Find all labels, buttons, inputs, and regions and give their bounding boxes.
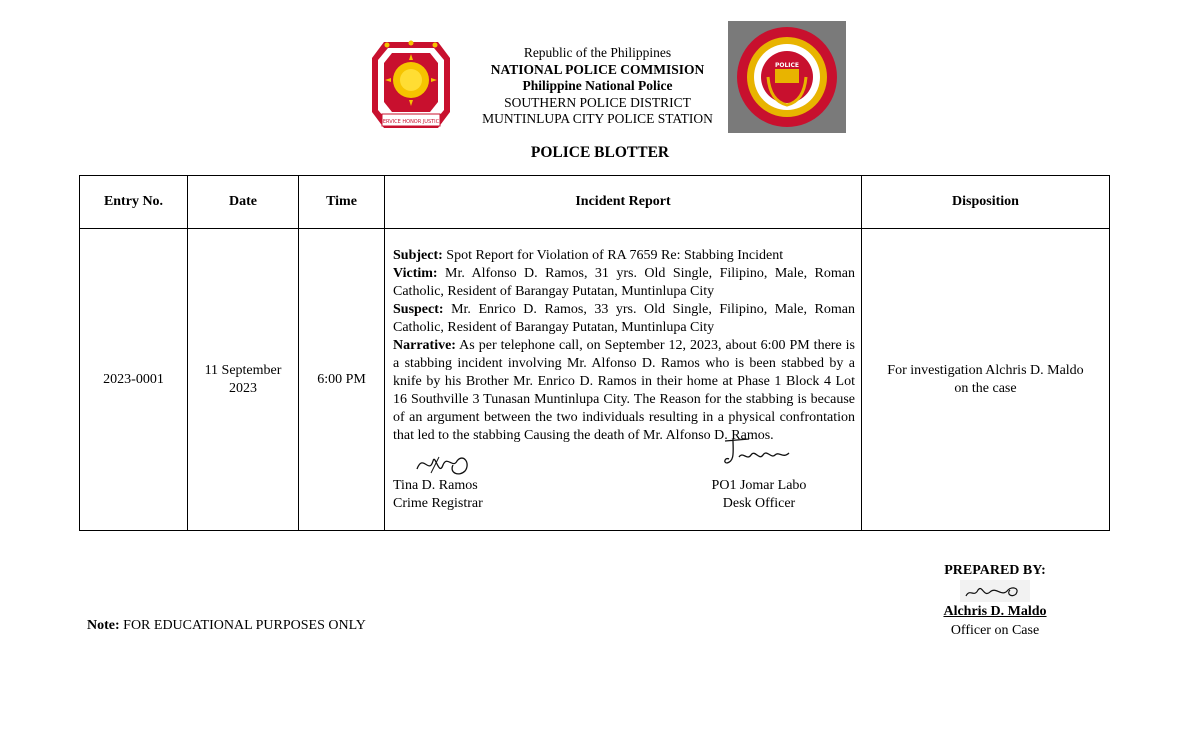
date-line-2: 2023	[229, 380, 257, 396]
col-header-time: Time	[299, 176, 385, 229]
header-napolcom: NATIONAL POLICE COMMISION	[490, 61, 705, 77]
signature-jomar-labo-icon	[719, 433, 799, 473]
blotter-table	[79, 175, 1110, 531]
subject-line	[393, 247, 855, 265]
document-header	[470, 45, 725, 128]
header-station: MUNTINLUPA CITY POLICE STATION	[482, 111, 713, 126]
cell-entry-no: 2023-0001	[80, 229, 188, 531]
signatory2-title: Desk Officer	[722, 496, 796, 511]
victim-line	[393, 265, 855, 301]
col-header-entry-no: Entry No.	[80, 176, 188, 229]
footer-note	[87, 618, 366, 634]
signature-tina-ramos-icon	[413, 447, 483, 481]
muntinlupa-police-station-seal-icon	[728, 21, 846, 133]
signatory2-name: PO1 Jomar Labo	[711, 478, 807, 493]
narrative-label: Narrative:	[393, 338, 456, 353]
note-label: Note:	[87, 618, 120, 633]
disposition-line-2: on the case	[954, 380, 1017, 396]
prepared-by-name: Alchris D. Maldo	[943, 604, 1047, 619]
page-title: POLICE BLOTTER	[530, 144, 670, 161]
victim-text: Mr. Alfonso D. Ramos, 31 yrs. Old Single, Filipino, Male, Roman Catholic, Resident of Barangay Putatan, Muntinlupa City	[393, 266, 855, 299]
table-header-row	[80, 176, 1110, 229]
pnp-seal-icon	[372, 40, 450, 130]
col-header-disposition: Disposition	[862, 176, 1110, 229]
cell-incident-report	[385, 229, 862, 531]
prepared-by-label: PREPARED BY:	[944, 563, 1046, 578]
header-republic: Republic of the Philippines	[523, 45, 672, 60]
col-header-incident-report: Incident Report	[385, 176, 862, 229]
narrative-line	[393, 337, 855, 445]
cell-disposition	[862, 229, 1110, 531]
note-text: FOR EDUCATIONAL PURPOSES ONLY	[119, 618, 366, 633]
victim-label: Victim:	[393, 266, 438, 281]
cell-time: 6:00 PM	[299, 229, 385, 531]
suspect-text: Mr. Enrico D. Ramos, 33 yrs. Old Single, Filipino, Male, Roman Catholic, Resident of Barangay Putatan, Muntinlupa City	[393, 302, 855, 335]
station-logo-center-text: POLICE	[774, 62, 800, 69]
signatory-desk-officer	[699, 453, 819, 513]
signatures-row	[393, 453, 855, 513]
narrative-text: As per telephone call, on September 12, 2023, about 6:00 PM there is a stabbing incident involving Mr. Alfonso D. Ramos who is been stabbed by a knife by his Brother Mr. Enrico D. Ramos in their home at Phase 1 Block 4 Lot 16 Southville 3 Tunasan Muntinlupa City. The Reason for the stabbing is because of an argument between the two individuals resulting in a physical confrontation that led to the stabbing Causing the death of Mr. Alfonso D. Ramos.	[393, 338, 855, 443]
table-row	[80, 229, 1110, 531]
disposition-line-1: For investigation Alchris D. Maldo	[887, 362, 1084, 378]
signatory-crime-registrar	[393, 453, 483, 513]
subject-label: Subject:	[393, 248, 443, 263]
date-line-1: 11 September	[204, 362, 282, 378]
prepared-by-block	[930, 561, 1060, 640]
pnp-logo-motto: SERVICE HONOR JUSTICE	[379, 119, 443, 125]
suspect-line	[393, 301, 855, 337]
header-pnp: Philippine National Police	[522, 78, 673, 93]
cell-date	[188, 229, 299, 531]
col-header-date: Date	[188, 176, 299, 229]
signatory1-name: Tina D. Ramos	[393, 478, 478, 493]
suspect-label: Suspect:	[393, 302, 444, 317]
signatory1-title: Crime Registrar	[393, 496, 483, 511]
signature-alchris-maldo-icon	[960, 580, 1030, 602]
prepared-by-title: Officer on Case	[950, 623, 1040, 638]
subject-text: Spot Report for Violation of RA 7659 Re: Stabbing Incident	[442, 248, 784, 263]
header-district: SOUTHERN POLICE DISTRICT	[504, 94, 691, 110]
